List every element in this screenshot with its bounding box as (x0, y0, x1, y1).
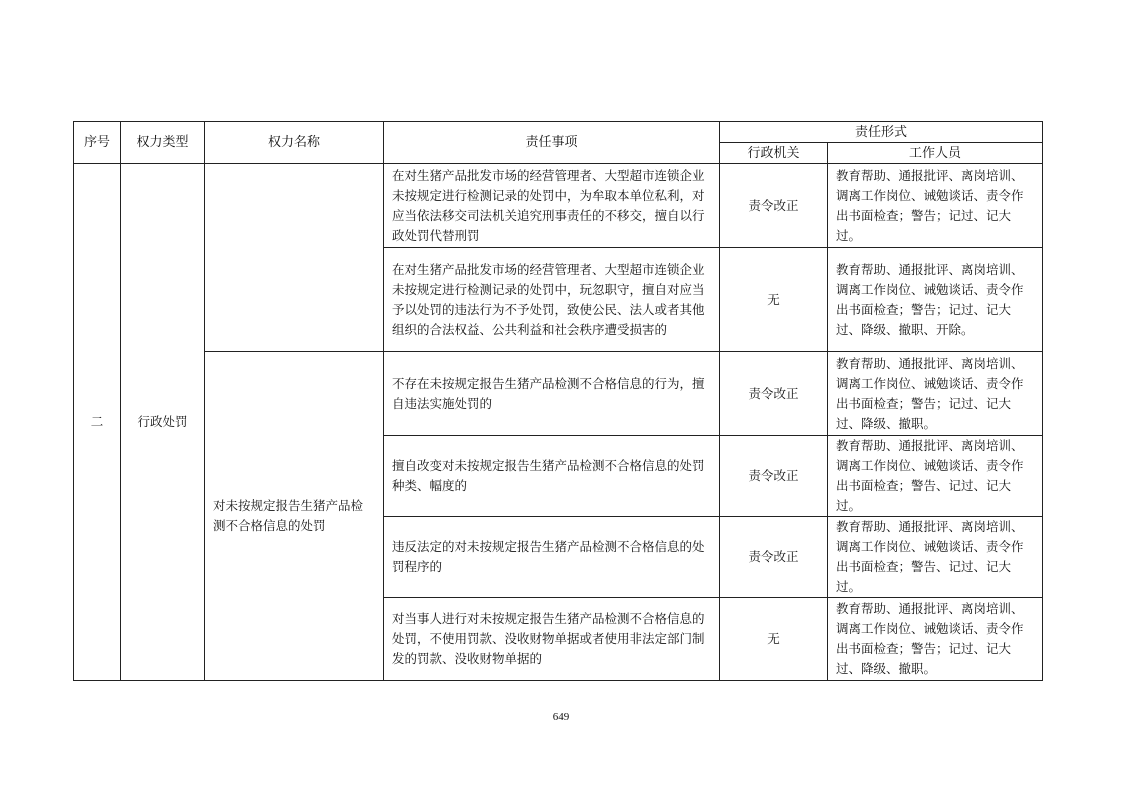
staff-cell: 教育帮助、通报批评、离岗培训、调离工作岗位、诫勉谈话、责令作出书面检查；警告；记过、记大过、降级、撤职。 (828, 598, 1043, 681)
matter-cell: 不存在未按规定报告生猪产品检测不合格信息的行为，擅自违法实施处罚的 (384, 352, 720, 436)
header-power-name: 权力名称 (205, 122, 384, 164)
agency-cell: 责令改正 (720, 352, 828, 436)
agency-cell: 责令改正 (720, 517, 828, 598)
power-name-cell (205, 164, 384, 352)
page-number: 649 (552, 711, 570, 723)
agency-cell: 责令改正 (720, 436, 828, 517)
header-agency: 行政机关 (720, 143, 828, 164)
staff-cell: 教育帮助、通报批评、离岗培训、调离工作岗位、诫勉谈话、责令作出书面检查；警告；记过、记大过、降级、撤职、开除。 (828, 248, 1043, 352)
table-row (74, 352, 1043, 436)
matter-cell: 擅自改变对未按规定报告生猪产品检测不合格信息的处罚种类、幅度的 (384, 436, 720, 517)
matter-cell: 违反法定的对未按规定报告生猪产品检测不合格信息的处罚程序的 (384, 517, 720, 598)
agency-cell: 无 (720, 598, 828, 681)
header-row-1 (74, 122, 1043, 143)
header-staff: 工作人员 (828, 143, 1043, 164)
header-form: 责任形式 (720, 122, 1043, 143)
power-name-cell: 对未按规定报告生猪产品检测不合格信息的处罚 (205, 352, 384, 681)
header-power-type: 权力类型 (121, 122, 205, 164)
staff-cell: 教育帮助、通报批评、离岗培训、调离工作岗位、诫勉谈话、责令作出书面检查；警告；记过、记大过、降级、撤职。 (828, 352, 1043, 436)
seq-cell: 二 (74, 164, 121, 681)
table-row (74, 164, 1043, 248)
staff-cell: 教育帮助、通报批评、离岗培训、调离工作岗位、诫勉谈话、责令作出书面检查；警告、记过、记大过。 (828, 436, 1043, 517)
responsibility-table (73, 121, 1043, 681)
matter-cell: 对当事人进行对未按规定报告生猪产品检测不合格信息的处罚，不使用罚款、没收财物单据或者使用非法定部门制发的罚款、没收财物单据的 (384, 598, 720, 681)
agency-cell: 责令改正 (720, 164, 828, 248)
agency-cell: 无 (720, 248, 828, 352)
power-type-cell: 行政处罚 (121, 164, 205, 681)
staff-cell: 教育帮助、通报批评、离岗培训、调离工作岗位、诫勉谈话、责令作出书面检查；警告；记过、记大过。 (828, 164, 1043, 248)
header-matter: 责任事项 (384, 122, 720, 164)
matter-cell: 在对生猪产品批发市场的经营管理者、大型超市连锁企业未按规定进行检测记录的处罚中，为牟取本单位私利，对应当依法移交司法机关追究刑事责任的不移交，擅自以行政处罚代替刑罚 (384, 164, 720, 248)
header-seq: 序号 (74, 122, 121, 164)
staff-cell: 教育帮助、通报批评、离岗培训、调离工作岗位、诫勉谈话、责令作出书面检查；警告、记过、记大过。 (828, 517, 1043, 598)
matter-cell: 在对生猪产品批发市场的经营管理者、大型超市连锁企业未按规定进行检测记录的处罚中，玩忽职守，擅自对应当予以处罚的违法行为不予处罚，致使公民、法人或者其他组织的合法权益、公共利益和社会秩序遭受损害的 (384, 248, 720, 352)
